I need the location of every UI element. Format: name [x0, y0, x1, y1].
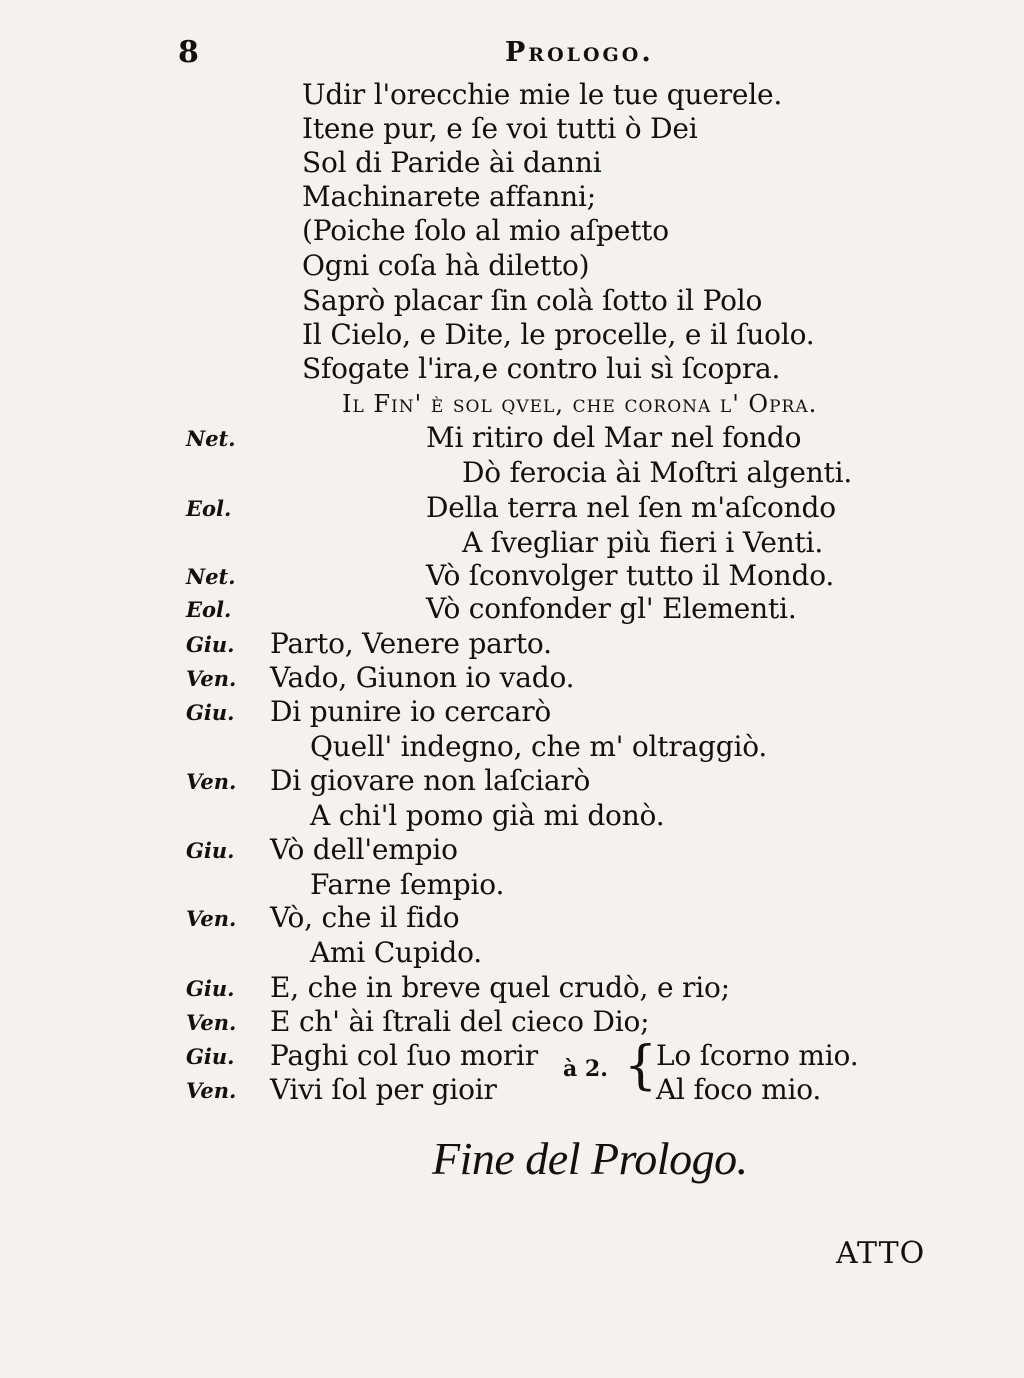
verse-line: Vivi ſol per gioir: [270, 1073, 497, 1106]
speaker-label: Giu.: [186, 632, 235, 657]
verse-line: Della terra nel ſen m'aſcondo: [426, 491, 836, 524]
verse-line: (Poiche ſolo al mio aſpetto: [302, 214, 669, 247]
verse-line: Quell' indegno, che m' oltraggiò.: [310, 730, 768, 763]
verse-line: Ogni coſa hà diletto): [302, 249, 590, 282]
speaker-label: Giu.: [186, 976, 235, 1001]
verse-line: Vò confonder gl' Elementi.: [426, 592, 797, 625]
verse-line: Saprò placar ſin colà ſotto il Polo: [302, 284, 763, 317]
speaker-label: Ven.: [186, 906, 237, 931]
speaker-label: Giu.: [186, 700, 235, 725]
closing-heading: Fine del Prologo.: [432, 1133, 748, 1184]
running-title: Prologo.: [505, 37, 654, 68]
speaker-label: Ven.: [186, 666, 237, 691]
speaker-label: Giu.: [186, 1044, 235, 1069]
speaker-label: Net.: [186, 564, 236, 589]
verse-line: Vò ſconvolger tutto il Mondo.: [426, 559, 835, 592]
speaker-label: Ven.: [186, 1010, 237, 1035]
duet-line: Al foco mio.: [656, 1073, 822, 1106]
speaker-label: Ven.: [186, 769, 237, 794]
verse-line: Itene pur, e ſe voi tutti ò Dei: [302, 112, 698, 145]
catchword: ATTO: [836, 1236, 926, 1271]
verse-line: Ami Cupido.: [310, 936, 482, 969]
motto-line: Il Fin' è ſol qvel, che corona l' Opra.: [342, 390, 818, 418]
verse-line: Vò dell'empio: [270, 833, 458, 866]
verse-line: Farne ſempio.: [310, 868, 505, 901]
verse-line: Il Cielo, e Dite, le procelle, e il ſuolo.: [302, 318, 815, 351]
speaker-label: Giu.: [186, 838, 235, 863]
verse-line: Sol di Paride ài danni: [302, 146, 602, 179]
verse-line: E ch' ài ſtrali del cieco Dio;: [270, 1005, 650, 1038]
verse-line: Sfogate l'ira,e contro lui sì ſcopra.: [302, 352, 781, 385]
duet-marker: à 2.: [563, 1056, 608, 1082]
speaker-label: Eol.: [186, 496, 232, 521]
page-number: 8: [178, 35, 199, 70]
speaker-label: Ven.: [186, 1078, 237, 1103]
speaker-label: Eol.: [186, 597, 232, 622]
verse-line: Udir l'orecchie mie le tue querele.: [302, 78, 783, 111]
duet-line: Lo ſcorno mio.: [656, 1039, 859, 1072]
verse-line: Di giovare non laſciarò: [270, 764, 591, 797]
verse-line: A ſvegliar più fieri i Venti.: [462, 526, 824, 559]
verse-line: Mi ritiro del Mar nel fondo: [426, 421, 802, 454]
verse-line: Vò, che il fido: [270, 901, 460, 934]
verse-line: Parto, Venere parto.: [270, 627, 552, 660]
verse-line: Vado, Giunon io vado.: [270, 661, 575, 694]
verse-line: E, che in breve quel crudò, e rio;: [270, 971, 730, 1004]
brace-glyph: {: [624, 1036, 658, 1096]
verse-line: Machinarete affanni;: [302, 180, 597, 213]
verse-line: Paghi col ſuo morir: [270, 1039, 538, 1072]
verse-line: Di punire io cercarò: [270, 695, 552, 728]
speaker-label: Net.: [186, 426, 236, 451]
verse-line: A chi'l pomo già mi donò.: [310, 799, 665, 832]
verse-line: Dò ferocia ài Moſtri algenti.: [462, 456, 853, 489]
